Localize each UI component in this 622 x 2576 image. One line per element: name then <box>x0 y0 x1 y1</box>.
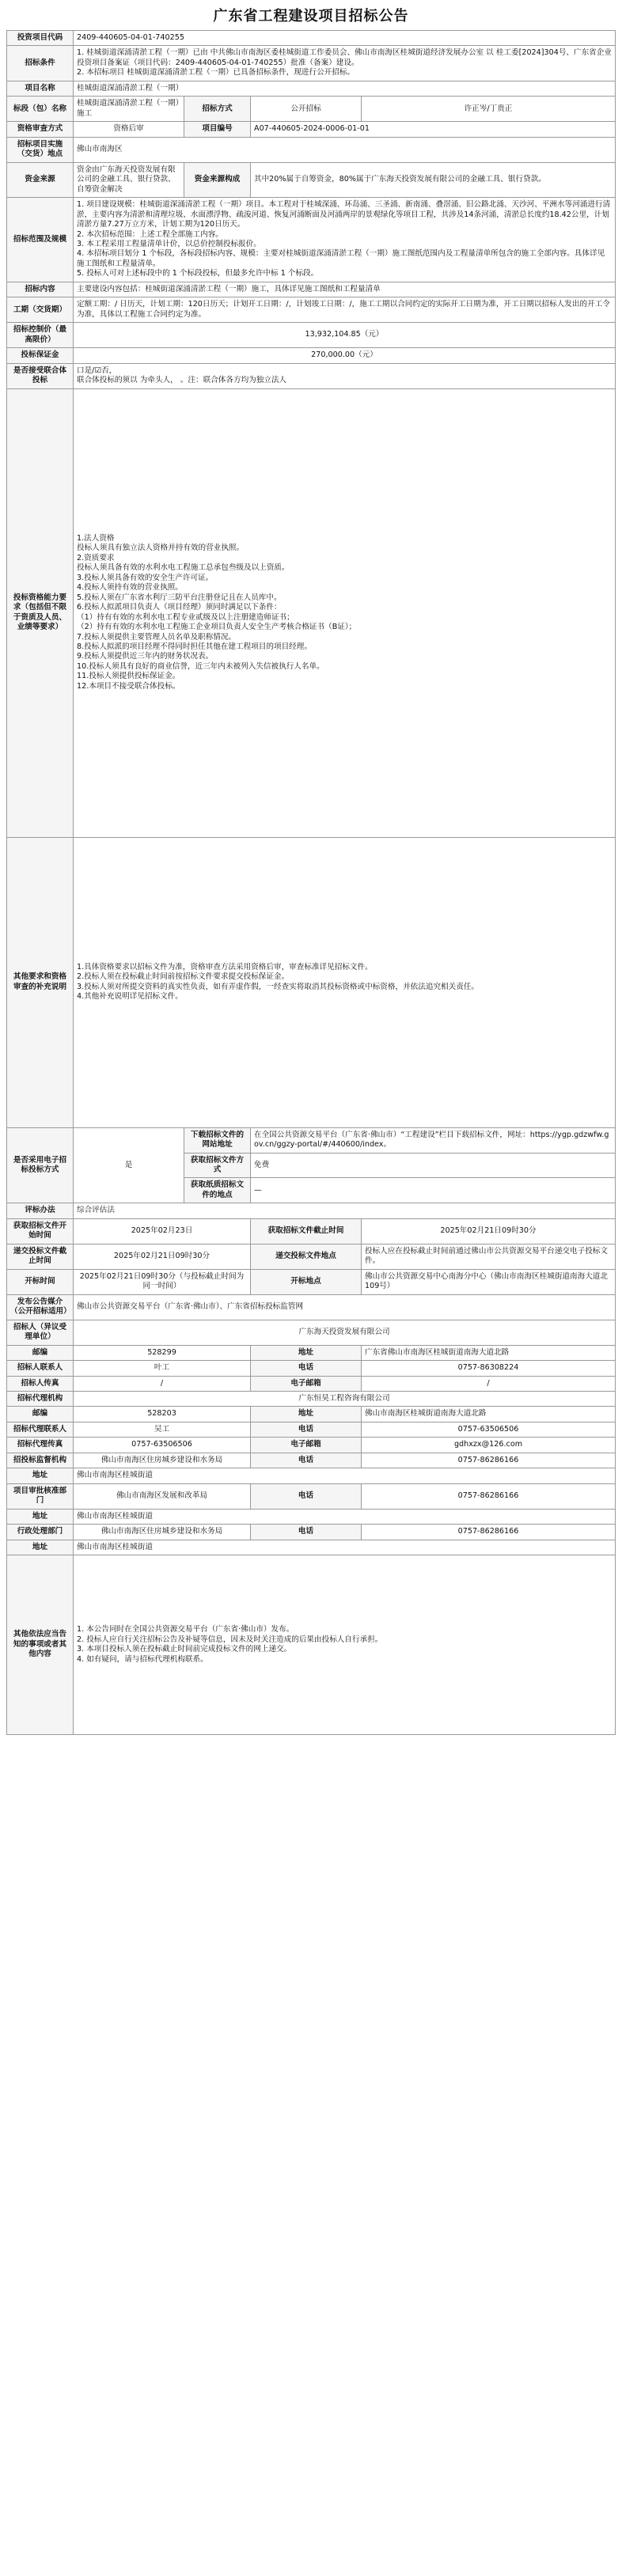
label-agency-fax: 招标代理传真 <box>7 1438 74 1453</box>
get-doc-end-value: 2025年02月21日09时30分 <box>362 1218 616 1244</box>
tenderer-value: 广东海天投资发展有限公司 <box>74 1320 616 1345</box>
row-complaint <box>7 1525 616 1540</box>
open-location-value: 佛山市公共资源交易中心南海分中心（佛山市南海区桂城街道南海大道北109号） <box>362 1269 616 1294</box>
row-funding <box>7 162 616 197</box>
supervise-value: 佛山市南海区住房城乡建设和水务局 <box>74 1453 251 1468</box>
label-location: 招标项目实施（交货）地点 <box>7 137 74 162</box>
label-other-qual: 其他要求和资格审查的补充说明 <box>7 837 74 1127</box>
legal-value: / <box>74 1376 251 1391</box>
contact-value: 叶工 <box>74 1361 251 1376</box>
row-publish <box>7 1294 616 1320</box>
label-tenderer: 招标人（异议受理单位） <box>7 1320 74 1345</box>
row-agency-fax <box>7 1438 616 1453</box>
review-method-value: 综合评估法 <box>74 1203 616 1218</box>
section-value: 桂城街道深涌清淤工程（一期）施工 <box>74 97 184 122</box>
other-value: 1. 本公告同时在全国公共资源交易平台（广东省·佛山市）发布。 2. 投标人应自行关注招标公告及补疑等信息，因未及时关注造成的后果由投标人自行承担。 3. 本项目投标人须在投标截止时间前完成投标文件的网上递交。 4. 如有疑问，请与招标代理机构联系。 <box>74 1555 616 1735</box>
publish-media-value: 佛山市公共资源交易平台（广东省·佛山市）、广东省招标投标监管网 <box>74 1294 616 1320</box>
row-location <box>7 137 616 162</box>
row-other <box>7 1555 616 1735</box>
label-email: 电子邮箱 <box>251 1376 362 1391</box>
label-section: 标段（包）名称 <box>7 97 74 122</box>
bid-doc-price-value: 免费 <box>251 1153 616 1178</box>
row-supervise <box>7 1453 616 1468</box>
agency-email-value: gdhxzx@126.com <box>362 1438 616 1453</box>
deposit-value: 270,000.00（元） <box>74 348 616 363</box>
label-funding: 资金来源 <box>7 162 74 197</box>
label-get-doc-start: 获取招标文件开始时间 <box>7 1218 74 1244</box>
row-agency <box>7 1391 616 1406</box>
e-bidding-value: 是 <box>74 1127 184 1203</box>
postcode-value: 528299 <box>74 1345 251 1360</box>
row-tenderer-contact <box>7 1361 616 1376</box>
row-section <box>7 97 616 122</box>
label-supervise-phone: 电话 <box>251 1453 362 1468</box>
page-title: 广东省工程建设项目招标公告 <box>213 8 409 25</box>
supervise-address-value: 佛山市南海区桂城街道 <box>74 1468 616 1483</box>
label-approve: 项目审批核准部门 <box>7 1483 74 1509</box>
project-name-value: 桂城街道深涌清淤工程（一期） <box>74 81 616 96</box>
agency-postcode-value: 528203 <box>74 1407 251 1422</box>
label-joint: 是否接受联合体投标 <box>7 363 74 388</box>
label-review-method: 评标办法 <box>7 1203 74 1218</box>
label-contact: 招标人联系人 <box>7 1361 74 1376</box>
row-get-doc <box>7 1218 616 1244</box>
agency-address-value: 佛山市南海区桂城街道南海大道北路 <box>362 1407 616 1422</box>
label-funding-nature: 资金来源构成 <box>184 162 251 197</box>
agency-fax-value: 0757-63506506 <box>74 1438 251 1453</box>
phone-value: 0757-86308224 <box>362 1361 616 1376</box>
conditions-value: 1. 桂城街道深涌清淤工程（一期）已由 中共佛山市南海区委桂城街道工作委员会、佛山市南海区桂城街道经济发展办公室 以 桂工委[2024]304号、广东省企业投资项目备案证（项目代码：2409-440605-04-01-740255）批准（备案）建设。 2. 本招标项目 桂城街道深涌清淤工程（一期）已具备招标条件，现进行公开招标。 <box>74 46 616 81</box>
label-project-name: 项目名称 <box>7 81 74 96</box>
label-address: 地址 <box>251 1345 362 1360</box>
row-project-name <box>7 81 616 96</box>
row-review-method <box>7 1203 616 1218</box>
complaint-address-value: 佛山市南海区桂城街道 <box>74 1540 616 1555</box>
row-approve <box>7 1483 616 1509</box>
agency-phone-value: 0757-63506506 <box>362 1422 616 1437</box>
label-open-location: 开标地点 <box>251 1269 362 1294</box>
project-code-value: 2409-440605-04-01-740255 <box>74 31 616 46</box>
row-review <box>7 122 616 137</box>
row-qualification <box>7 388 616 837</box>
label-agency-postcode: 邮编 <box>7 1407 74 1422</box>
row-scope <box>7 198 616 282</box>
row-submit <box>7 1244 616 1269</box>
label-agency-address: 地址 <box>251 1407 362 1422</box>
bid-doc-download-value: — <box>251 1178 616 1203</box>
label-agency-contact: 招标代理联系人 <box>7 1422 74 1437</box>
label-qualification: 投标资格能力要求（包括但不限于资质及人员、业绩等要求） <box>7 388 74 837</box>
label-open-time: 开标时间 <box>7 1269 74 1294</box>
row-period <box>7 297 616 323</box>
label-method: 招标方式 <box>184 97 251 122</box>
label-agency-email: 电子邮箱 <box>251 1438 362 1453</box>
label-other: 其他依法应当告知的事项或者其他内容 <box>7 1555 74 1735</box>
other-qual-value: 1.具体资格要求以招标文件为准，资格审查方法采用资格后审，审查标准详见招标文件。 2.投标人须在投标截止时间前按招标文件要求提交投标保证金。 3.投标人须对所提交资料的真实性负责，如有弄虚作假，一经查实将取消其投标资格或中标资格，并依法追究相关责任。 4.其他补充说明详见招标文件。 <box>74 837 616 1127</box>
label-submit-location: 递交投标文件地点 <box>251 1244 362 1269</box>
get-doc-start-value: 2025年02月23日 <box>74 1218 251 1244</box>
label-project-code: 投资项目代码 <box>7 31 74 46</box>
label-submit-deadline: 递交投标文件截止时间 <box>7 1244 74 1269</box>
label-period: 工期（交货期） <box>7 297 74 323</box>
joint-value: 口是/☑否， 联合体投标的须以 为牵头人， 。注：联合体各方均为独立法人 <box>74 363 616 388</box>
row-agency-postcode <box>7 1407 616 1422</box>
row-e-bidding <box>7 1127 616 1153</box>
open-time-value: 2025年02月21日09时30分（与投标截止时间为同一时间） <box>74 1269 251 1294</box>
label-supervise: 招投标监督机构 <box>7 1453 74 1468</box>
label-complaint: 行政处理部门 <box>7 1525 74 1540</box>
funding-value: 资金由广东海天投资发展有限公司的金融工具、银行贷款、自筹资金解决 <box>74 162 184 197</box>
row-agency-contact <box>7 1422 616 1437</box>
row-range <box>7 282 616 297</box>
label-approve-phone: 电话 <box>251 1483 362 1509</box>
complaint-value: 佛山市南海区住房城乡建设和水务局 <box>74 1525 251 1540</box>
period-value: 定额工期：/ 日历天，计划工期：120日历天；计划开工日期：/，计划竣工日期：/，施工工期以合同约定的实际开工日期为准，开工日期以招标人发出的开工令为准，具体以工程施工合同约定为准。 <box>74 297 616 323</box>
label-bid-doc-price: 获取招标文件方式 <box>184 1153 251 1178</box>
label-section-code: 项目编号 <box>184 122 251 137</box>
row-open <box>7 1269 616 1294</box>
funding-nature-value: 其中20%属于自筹资金，80%属于广东海天投资发展有限公司的金融工具、银行贷款。 <box>251 162 616 197</box>
label-range: 招标内容 <box>7 282 74 297</box>
label-bid-doc-address: 下载招标文件的网站地址 <box>184 1127 251 1153</box>
location-value: 佛山市南海区 <box>74 137 616 162</box>
supervise-phone-value: 0757-86286166 <box>362 1453 616 1468</box>
notice-table <box>6 30 616 1735</box>
row-tenderer-postcode <box>7 1345 616 1360</box>
row-other-qual <box>7 837 616 1127</box>
approve-phone-value: 0757-86286166 <box>362 1483 616 1509</box>
label-bid-doc-download: 获取纸质招标文件的地点 <box>184 1178 251 1203</box>
method-value: 公开招标 <box>251 97 362 122</box>
row-control-price <box>7 323 616 348</box>
approve-value: 佛山市南海区发展和改革局 <box>74 1483 251 1509</box>
row-deposit <box>7 348 616 363</box>
label-get-doc-end: 获取招标文件截止时间 <box>251 1218 362 1244</box>
submit-deadline-value: 2025年02月21日09时30分 <box>74 1244 251 1269</box>
qualification-value: 1.法人资格 投标人须具有独立法人资格并持有效的营业执照。 2.资质要求 投标人须具备有效的水利水电工程施工总承包叁级及以上资质。 3.投标人须具备有效的安全生产许可证。 4.投标人须持有效的营业执照。 5.投标人须在广东省水利厅三防平台注册登记且在人员库中。 6.投标人拟派项目负责人（项目经理）须同时满足以下条件： （1）持有有效的水利水电工程专业贰级及以上注册建造师证书； （2）持有有效的水利水电工程施工企业项目负责人安全生产考核合格证书（B证）； 7.投标人须提供主要管理人员名单及职称情况。 8.投标人拟派的项目经理不得同时担任其他在建工程项目的项目经理。 9.投标人须提供近三年内的财务状况表。 10.投标人须具有良好的商业信誉，近三年内未被列入失信被执行人名单。 11.投标人须提供投标保证金。 12.本项目不接受联合体投标。 <box>74 388 616 837</box>
row-joint <box>7 363 616 388</box>
row-tenderer-fax <box>7 1376 616 1391</box>
email-value: / <box>362 1376 616 1391</box>
section-code-value: A07-440605-2024-0006-01-01 <box>251 122 616 137</box>
review-value: 资格后审 <box>74 122 184 137</box>
label-e-bidding: 是否采用电子招标投标方式 <box>7 1127 74 1203</box>
address-value: 广东省佛山市南海区桂城街道南海大道北路 <box>362 1345 616 1360</box>
row-approve-address <box>7 1509 616 1524</box>
label-agency-phone: 电话 <box>251 1422 362 1437</box>
label-complaint-address: 地址 <box>7 1540 74 1555</box>
label-review: 资格审查方式 <box>7 122 74 137</box>
label-agency: 招标代理机构 <box>7 1391 74 1406</box>
approve-address-value: 佛山市南海区桂城街道 <box>74 1509 616 1524</box>
row-conditions <box>7 46 616 81</box>
control-price-value: 13,932,104.85（元） <box>74 323 616 348</box>
label-conditions: 招标条件 <box>7 46 74 81</box>
bid-doc-address-value[interactable]: 在全国公共资源交易平台（广东省·佛山市）“工程建设”栏目下载招标文件，网址：https://ygp.gdzwfw.gov.cn/ggzy-portal/#/440600/index。 <box>251 1127 616 1153</box>
agency-contact-value: 吴工 <box>74 1422 251 1437</box>
agency-value: 广东恒昊工程咨询有限公司 <box>74 1391 616 1406</box>
tenderee-name-value: 许正岑/丁贵正 <box>362 97 616 122</box>
submit-location-value: 投标人应在投标截止时间前通过佛山市公共资源交易平台递交电子投标文件。 <box>362 1244 616 1269</box>
row-tenderer <box>7 1320 616 1345</box>
row-complaint-address <box>7 1540 616 1555</box>
label-publish-media: 发布公告媒介（公开招标适用） <box>7 1294 74 1320</box>
label-complaint-phone: 电话 <box>251 1525 362 1540</box>
label-scope: 招标范围及规模 <box>7 198 74 282</box>
label-phone: 电话 <box>251 1361 362 1376</box>
label-approve-address: 地址 <box>7 1509 74 1524</box>
row-project-code <box>7 31 616 46</box>
complaint-phone-value: 0757-86286166 <box>362 1525 616 1540</box>
label-control-price: 招标控制价（最高限价） <box>7 323 74 348</box>
label-legal: 招标人传真 <box>7 1376 74 1391</box>
label-supervise-address: 地址 <box>7 1468 74 1483</box>
label-deposit: 投标保证金 <box>7 348 74 363</box>
row-supervise-address <box>7 1468 616 1483</box>
label-postcode: 邮编 <box>7 1345 74 1360</box>
range-value: 主要建设内容包括：桂城街道深涌清淤工程（一期）施工，具体详见施工图纸和工程量清单 <box>74 282 616 297</box>
scope-value: 1. 项目建设规模：桂城街道深涌清淤工程（一期）项目。本工程对于桂城深涌、环岛涌、三圣涌、新南涌、叠滘涌、旧公路北涌、天沙河、平洲水等河涌进行清淤，主要内容为清淤和清理垃圾、水面漂浮物、疏浚河道、恢复河涌断面及河涌两岸的景观绿化等项目工程，共涉及14条河涌，清淤总长度约18.42公里，计划清淤方量7.27万立方米，计划工期为120日历天。 2. 本次招标范围：上述工程全部施工内容。 3. 本工程采用工程量清单计价，以总价控制投标报价。 4. 本招标项目划分 1 个标段，各标段招标内容、规模：主要对桂城街道深涌清淤工程（一期）施工图纸范围内及工程量清单所包含的施工全部内容。具体详见施工图纸和工程量清单。 5. 投标人可对上述标段中的 1 个标段投标，但最多允许中标 1 个标段。 <box>74 198 616 282</box>
